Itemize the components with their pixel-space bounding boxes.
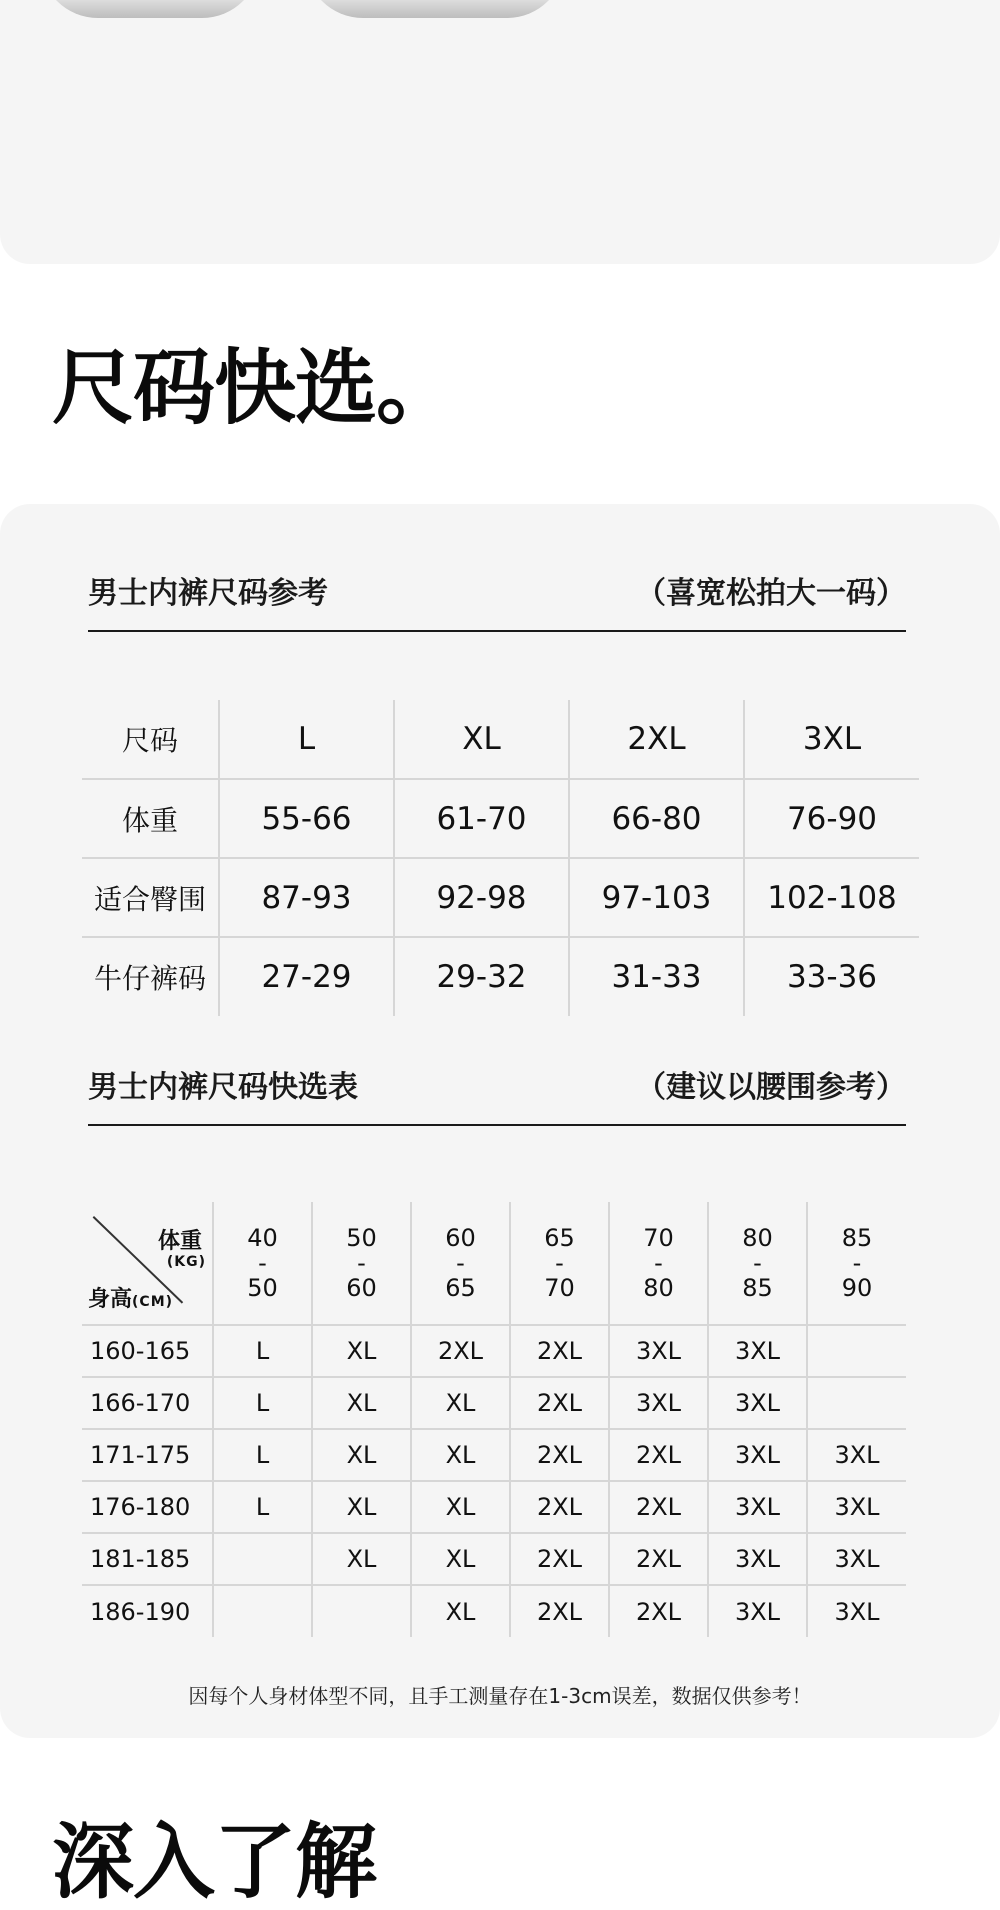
weight-sep: - — [357, 1248, 366, 1277]
weight-header-cell — [807, 1202, 906, 1325]
size-cell: 3XL — [807, 1481, 906, 1533]
weight-header-cell — [708, 1202, 807, 1325]
weight-to: 50 — [247, 1273, 278, 1302]
size-cell: XL — [411, 1481, 510, 1533]
weight-unit: (KG) — [166, 1254, 206, 1270]
product-image-fragment — [305, 0, 565, 18]
table-row — [82, 1585, 906, 1637]
size-cell — [213, 1585, 312, 1637]
weight-from: 40 — [247, 1223, 278, 1252]
table-row — [82, 1377, 906, 1429]
diagonal-header — [82, 1202, 212, 1324]
size-cell: 2XL — [609, 1481, 708, 1533]
disclaimer-note: 因每个人身材体型不同，且手工测量存在1-3cm误差，数据仅供参考！ — [188, 1684, 812, 1708]
table-row — [82, 937, 919, 1016]
height-cell: 176-180 — [82, 1481, 213, 1533]
size-cell: 2XL — [609, 1533, 708, 1585]
weight-to: 85 — [742, 1273, 773, 1302]
weight-sep: - — [258, 1248, 267, 1277]
size-cell: XL — [411, 1429, 510, 1481]
table-header-row — [82, 1202, 906, 1325]
size-cell: 2XL — [510, 1325, 609, 1377]
product-image-fragment — [40, 0, 260, 18]
table-cell: 31-33 — [569, 937, 744, 1016]
table-cell: 66-80 — [569, 779, 744, 858]
weight-to: 70 — [544, 1273, 575, 1302]
table-cell: 牛仔裤码 — [82, 937, 219, 1016]
size-cell: XL — [411, 1585, 510, 1637]
size-cell: XL — [312, 1325, 411, 1377]
height-cell: 186-190 — [82, 1585, 213, 1637]
table-cell: 76-90 — [744, 779, 919, 858]
size-reference-table — [82, 700, 919, 1016]
table-row — [82, 858, 919, 937]
section2-title: 男士内裤尺码快选表 — [88, 1070, 358, 1105]
weight-sep: - — [852, 1248, 862, 1277]
table-row — [82, 1429, 906, 1481]
weight-from: 85 — [841, 1223, 873, 1252]
weight-from: 65 — [544, 1223, 575, 1252]
size-cell — [807, 1377, 906, 1429]
size-cell: 2XL — [510, 1585, 609, 1637]
size-cell: L — [213, 1377, 312, 1429]
table-row — [82, 1533, 906, 1585]
size-cell: L — [213, 1481, 312, 1533]
section1-title: 男士内裤尺码参考 — [88, 576, 328, 611]
size-cell: XL — [312, 1377, 411, 1429]
product-image-card — [0, 0, 1000, 264]
weight-to: 90 — [841, 1273, 873, 1302]
table-cell: 29-32 — [394, 937, 569, 1016]
size-cell: XL — [411, 1377, 510, 1429]
table-row — [82, 1325, 906, 1377]
table-cell: 97-103 — [569, 858, 744, 937]
table-cell: 尺码 — [82, 700, 219, 779]
size-cell: XL — [411, 1533, 510, 1585]
size-cell: 3XL — [708, 1481, 807, 1533]
section1-tip: （喜宽松拍大一码） — [636, 576, 906, 611]
section1-header — [88, 570, 906, 610]
table-row — [82, 779, 919, 858]
height-label-group — [88, 1282, 173, 1313]
size-cell: 3XL — [708, 1585, 807, 1637]
size-cell: 3XL — [807, 1585, 906, 1637]
table-cell: 61-70 — [394, 779, 569, 858]
height-cell: 181-185 — [82, 1533, 213, 1585]
table-cell: 27-29 — [219, 937, 394, 1016]
table-cell: L — [219, 700, 394, 779]
height-label: 身高 — [88, 1287, 133, 1312]
size-cell: 3XL — [807, 1533, 906, 1585]
size-cell: L — [213, 1429, 312, 1481]
table-cell: 3XL — [744, 700, 919, 779]
weight-sep: - — [654, 1248, 663, 1277]
size-cell — [807, 1325, 906, 1377]
weight-from: 80 — [742, 1223, 773, 1252]
table-cell: 92-98 — [394, 858, 569, 937]
weight-header-cell — [510, 1202, 609, 1325]
weight-from: 60 — [445, 1223, 476, 1252]
size-cell: XL — [312, 1533, 411, 1585]
size-cell: 2XL — [510, 1429, 609, 1481]
size-cell: 3XL — [708, 1533, 807, 1585]
size-cell: 3XL — [708, 1377, 807, 1429]
weight-to: 65 — [445, 1273, 476, 1302]
size-cell: 2XL — [609, 1585, 708, 1637]
table-cell: 33-36 — [744, 937, 919, 1016]
next-section-title: 深入了解 — [52, 1815, 377, 1910]
weight-from: 50 — [346, 1223, 377, 1252]
section2-tip: （建议以腰围参考） — [636, 1070, 906, 1105]
table-cell: 87-93 — [219, 858, 394, 937]
page-title: 尺码快选。 — [52, 341, 458, 436]
size-cell: 3XL — [807, 1429, 906, 1481]
quick-size-table — [82, 1202, 906, 1637]
section2-divider — [88, 1124, 906, 1126]
weight-label: 体重 — [157, 1229, 202, 1254]
size-cell: 3XL — [708, 1429, 807, 1481]
weight-sep: - — [555, 1248, 564, 1277]
size-cell: 3XL — [708, 1325, 807, 1377]
height-cell: 171-175 — [82, 1429, 213, 1481]
size-cell: XL — [312, 1429, 411, 1481]
table-cell: 55-66 — [219, 779, 394, 858]
size-cell: 3XL — [609, 1325, 708, 1377]
section1-divider — [88, 630, 906, 632]
corner-cell — [82, 1202, 213, 1325]
weight-header-cell — [312, 1202, 411, 1325]
table-cell: 体重 — [82, 779, 219, 858]
size-cell: L — [213, 1325, 312, 1377]
height-cell: 160-165 — [82, 1325, 213, 1377]
height-cell: 166-170 — [82, 1377, 213, 1429]
size-cell: 2XL — [510, 1533, 609, 1585]
size-cell — [213, 1533, 312, 1585]
size-cell: XL — [312, 1481, 411, 1533]
size-cell: 2XL — [510, 1377, 609, 1429]
weight-sep: - — [753, 1248, 762, 1277]
weight-sep: - — [456, 1248, 465, 1277]
weight-to: 80 — [643, 1273, 674, 1302]
weight-to: 60 — [346, 1273, 377, 1302]
table-cell: 适合臀围 — [82, 858, 219, 937]
size-cell — [312, 1585, 411, 1637]
table-header-row — [82, 700, 919, 779]
height-unit: (CM) — [132, 1294, 174, 1310]
table-cell: 102-108 — [744, 858, 919, 937]
size-cell: 2XL — [510, 1481, 609, 1533]
size-cell: 2XL — [411, 1325, 510, 1377]
table-row — [82, 1481, 906, 1533]
weight-header-cell — [411, 1202, 510, 1325]
table-cell: XL — [394, 700, 569, 779]
weight-header-cell — [213, 1202, 312, 1325]
size-cell: 2XL — [609, 1429, 708, 1481]
section2-header — [88, 1064, 906, 1104]
weight-header-cell — [609, 1202, 708, 1325]
table-cell: 2XL — [569, 700, 744, 779]
weight-from: 70 — [643, 1223, 674, 1252]
size-cell: 3XL — [609, 1377, 708, 1429]
